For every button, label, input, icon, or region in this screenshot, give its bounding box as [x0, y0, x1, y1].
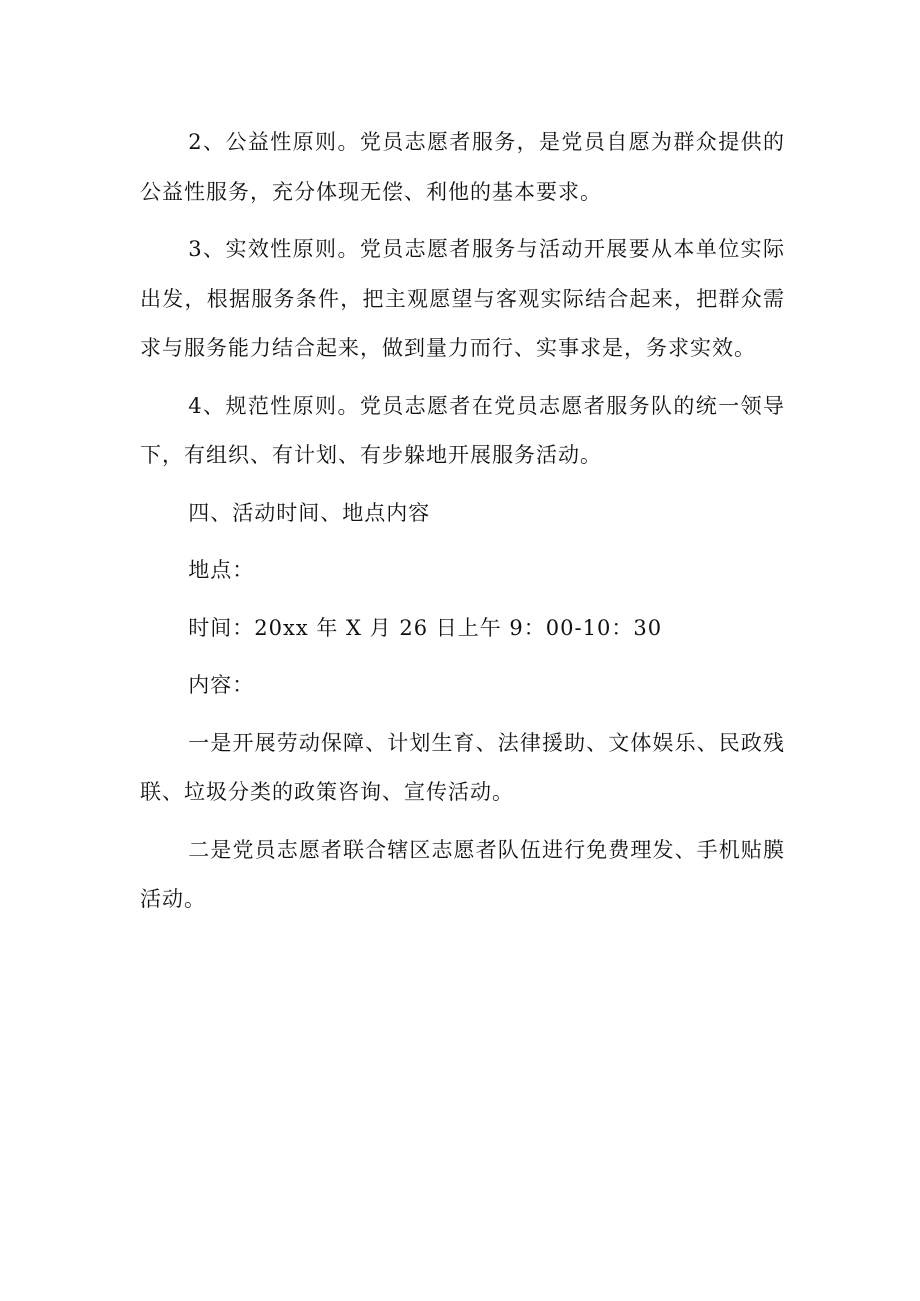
paragraph-principle-public-welfare: 2、公益性原则。党员志愿者服务，是党员自愿为群众提供的公益性服务，充分体现无偿、利他的基本要求。: [140, 130, 785, 204]
document-body: [140, 118, 785, 933]
section-heading-time-place-content: 四、活动时间、地点内容: [188, 500, 431, 525]
paragraph-time: 时间：20xx 年 X 月 26 日上午 9：00-10：30: [188, 615, 663, 640]
paragraph-content-label: 内容：: [188, 673, 255, 697]
paragraph-principle-effectiveness: 3、实效性原则。党员志愿者服务与活动开展要从本单位实际出发，根据服务条件，把主观愿望与客观实际结合起来，把群众需求与服务能力结合起来，做到量力而行、实事求是，务求实效。: [140, 237, 785, 360]
paragraph-content-item-2: 二是党员志愿者联合辖区志愿者队伍进行免费理发、手机贴膜活动。: [140, 837, 785, 911]
paragraph-location: 地点：: [188, 558, 255, 582]
paragraph-principle-standardization: 4、规范性原则。党员志愿者在党员志愿者服务队的统一领导下，有组织、有计划、有步躲地开展服务活动。: [140, 393, 785, 467]
paragraph-content-item-1: 一是开展劳动保障、计划生育、法律援助、文体娱乐、民政残联、垃圾分类的政策咨询、宣传活动。: [140, 730, 785, 804]
